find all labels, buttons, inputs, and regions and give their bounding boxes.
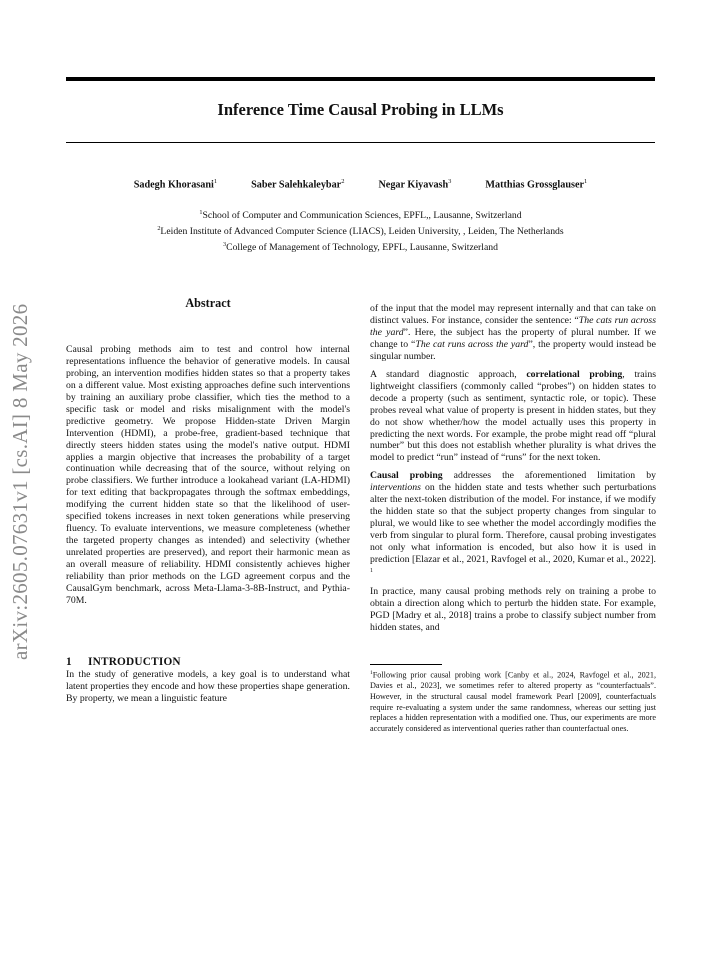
affiliation-list — [66, 207, 655, 254]
arxiv-identifier[interactable]: arXiv:2605.07631v1 [cs.AI] 8 May 2026 — [8, 303, 32, 660]
paragraph-property-definition: of the input that the model may represent internally and that can take on distinct values. For instance, consider the sentence: “The cats run across the yard”. Here, the subject has the property of plural number. If we change to “The cat runs across the yard”, the property would instead be singular number. — [370, 303, 656, 362]
abstract-heading: Abstract — [185, 296, 231, 310]
paragraph-causal-probing: Causal probing addresses the aforementioned limitation by interventions on the hidden state and tests whether such perturbations alter the next-token distribution of the model. For instance, if we modify the hidden state so that the subject property changes from singular to plural, we would like to see whether the model accordingly modifies the verb from singular to plural form. Therefore, causal probing investigates not only what information is encoded, but also how it is used in prediction [Elazar et al., 2021, Ravfogel et al., 2020, Kumar et al., 2022]. $^1$ — [370, 470, 656, 575]
top-rule — [66, 77, 655, 81]
footnote-marker[interactable]: 1 — [370, 568, 373, 575]
paragraph-practice: In practice, many causal probing methods rely on training a probe to obtain a direction along which to perturb the hidden state. For example, PGD [Madry et al., 2018] trains a probe to classify subject number from hidden states, and — [370, 586, 656, 634]
author: Matthias Grossglauser$^1$ — [485, 178, 588, 191]
affiliation: $^2$Leiden Institute of Advanced Computer Science (LIACS), Leiden University, , Leiden, The Netherlands — [157, 224, 564, 238]
paragraph-correlational-probing: A standard diagnostic approach, correlational probing, trains lightweight classifiers (commonly called “probes”) on hidden states to decode a property (such as sentiment, syntactic role, or topic). These probes reveal what value of property is present in hidden states, but they do not show whether/how the model actually uses this property in predicting the next words. For example, the probe might read off “plural number” but this does not establish whether plurality is what drives the model to predict “run” instead of “runs” for the next token. — [370, 368, 656, 464]
author: Sadegh Khorasani$^1$ — [133, 178, 218, 191]
author: Negar Kiyavash$^3$ — [378, 178, 452, 191]
author: Saber Salehkaleybar$^2$ — [251, 178, 345, 191]
abstract-text: Causal probing methods aim to test and control how internal representations influence the behavior of generative models. In causal probing, an intervention modifies hidden states so that a property takes on a different value. Most existing approaches define such interventions by training an auxiliary probe classifier, which ties the method to a specific task or model and risks misalignment with the model's predictive geometry. We propose Hidden-state Driven Margin Intervention (HDMI), a probe-free, gradient-based technique that directly steers hidden states using the model's native output. HDMI applies a margin objective that increases the probability of a target continuation while decreasing that of the source, without relying on probe classifiers. We further introduce a lookahead variant (LA-HDMI) for text editing that backpropagates through the softmax embeddings, modifying the current hidden state so that the likelihood of user-specified tokens increases in next token generations while preserving fluency. To evaluate interventions, we measure completeness (whether the targeted property changes as intended) and selectivity (whether unrelated properties are preserved), and report their harmonic mean as an overall measure of reliability. HDMI consistently achieves higher reliability than prior methods on the LGD agreement corpus and the CausalGym benchmark, across Meta-Llama-3-8B-Instruct, and Pythia-70M. — [66, 343, 350, 606]
affiliation: $^1$School of Computer and Communication Sciences, EPFL,, Lausanne, Switzerland — [199, 209, 522, 222]
title-rule — [66, 142, 655, 143]
paper-title: Inference Time Causal Probing in LLMs — [217, 100, 504, 119]
section-heading-introduction: 1 INTRODUCTION — [66, 655, 181, 668]
introduction-paragraph: In the study of generative models, a key goal is to understand what latent properties they encode and how these properties shape generation. By property, we mean a linguistic feature — [66, 668, 350, 704]
footnote-rule — [370, 664, 442, 665]
affiliation: $^3$College of Management of Technology, EPFL, Lausanne, Switzerland — [223, 240, 498, 253]
footnote: $^1$Following prior causal probing work [Canby et al., 2024, Ravfogel et al., 2021, Davies et al., 2023], we sometimes refer to altered property as “counterfactuals”. However, in the structural causal model framework Pearl [2009], counterfactuals require re-evaluating a system under the same randomness, whereas our setting just replaces a hidden representation with a modified one. Thus, our experiments are more accurately considered as interventional queries rather than counterfactual ones. — [370, 670, 656, 733]
right-column — [370, 303, 656, 734]
left-column — [66, 298, 350, 705]
author-list — [66, 178, 655, 190]
